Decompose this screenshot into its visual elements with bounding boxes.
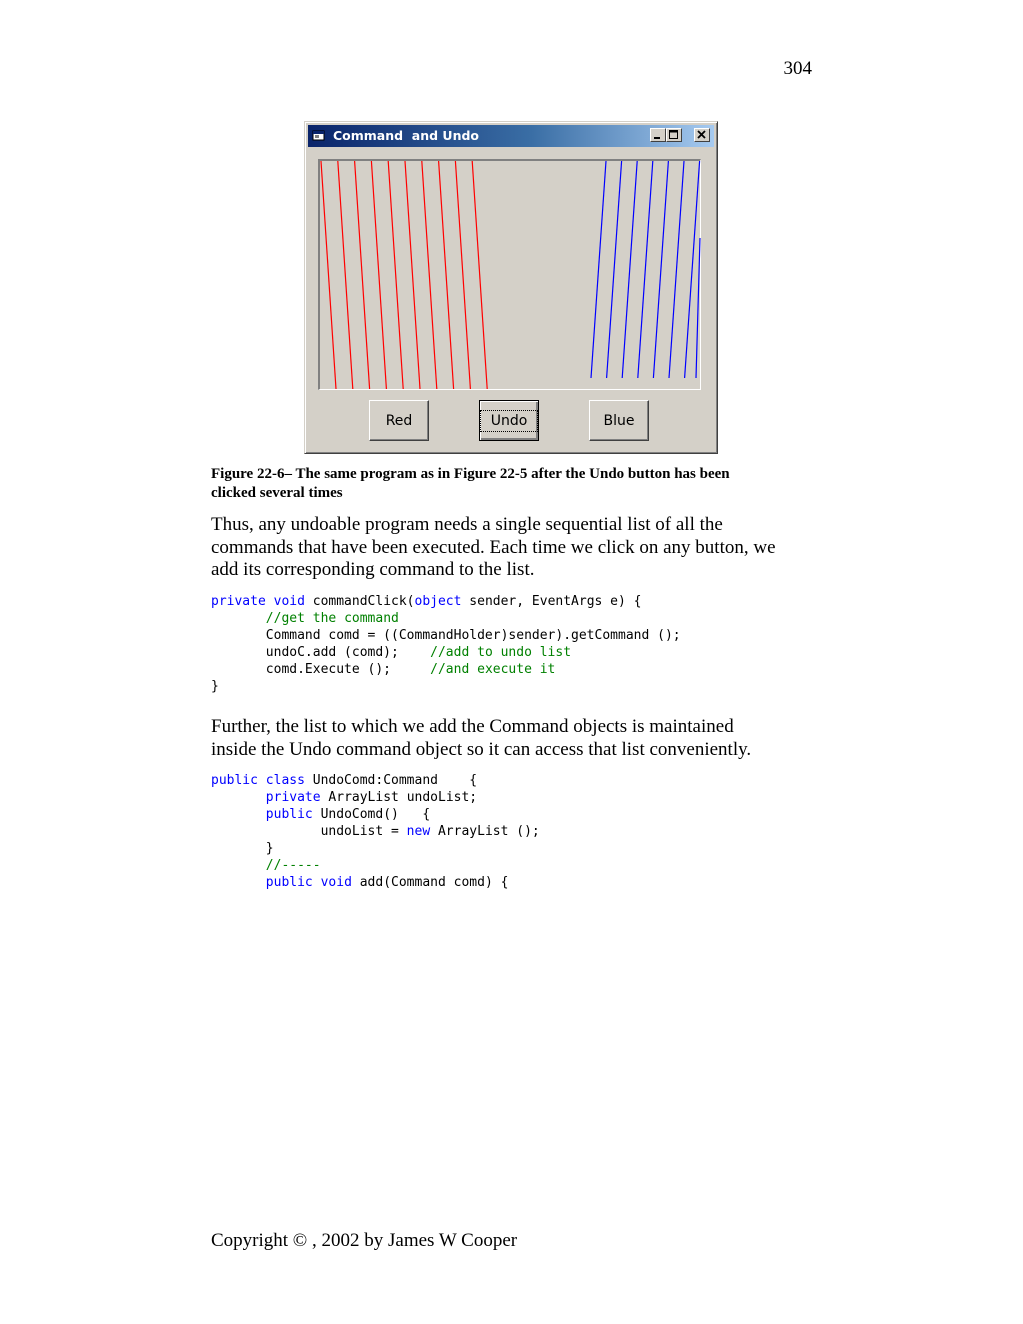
code-line xyxy=(211,874,540,891)
copyright-footer: Copyright © , 2002 by James W Cooper xyxy=(211,1230,518,1251)
red-line xyxy=(338,161,353,389)
paragraph-line: Thus, any undoable program needs a single sequential list of all the xyxy=(211,514,723,535)
code-line xyxy=(211,789,540,806)
blue-line xyxy=(607,161,622,378)
code-line xyxy=(211,806,540,823)
blue-line xyxy=(638,161,653,378)
code-line xyxy=(211,644,681,661)
red-line xyxy=(472,161,487,389)
red-line xyxy=(455,161,470,389)
red-line xyxy=(439,161,454,389)
code-text: } xyxy=(211,841,274,856)
maximize-button[interactable] xyxy=(666,128,682,142)
code-text: ArrayList undoList; xyxy=(328,790,478,805)
minimize-icon xyxy=(653,130,663,140)
red-line xyxy=(371,161,386,389)
code-comment: //and execute it xyxy=(430,662,556,677)
minimize-button[interactable] xyxy=(650,128,666,142)
blue-line xyxy=(622,161,637,378)
command-undo-window xyxy=(304,121,718,454)
code-line xyxy=(211,840,540,857)
code-keyword: private void xyxy=(211,594,313,609)
caption-line: clicked several times xyxy=(211,485,343,501)
code-text: Command comd = ((CommandHolder)sender).getCommand (); xyxy=(211,628,681,643)
red-line xyxy=(422,161,437,389)
code-text: commandClick( xyxy=(312,594,415,609)
close-icon xyxy=(697,130,707,140)
code-line xyxy=(211,593,681,610)
code-line xyxy=(211,610,681,627)
code-keyword: public void xyxy=(265,875,360,890)
code-keyword: object xyxy=(414,594,470,609)
title-bar[interactable] xyxy=(308,125,714,147)
undo-button[interactable] xyxy=(479,400,539,441)
code-text xyxy=(211,790,266,805)
blue-line xyxy=(653,161,668,378)
code-text: undoList = xyxy=(211,824,407,839)
code-line xyxy=(211,627,681,644)
code-comment: //----- xyxy=(265,858,321,873)
code-text: ArrayList (); xyxy=(437,824,540,839)
red-line xyxy=(321,161,336,389)
code-text: add(Command comd) { xyxy=(359,875,509,890)
code-text: undoC.add (comd); xyxy=(211,645,431,660)
red-line xyxy=(405,161,420,389)
caption-line: Figure 22-6– The same program as in Figure 22-5 after the Undo button has been xyxy=(211,466,730,482)
code-keyword: public class xyxy=(211,773,313,788)
code-text: UndoComd:Command { xyxy=(312,773,478,788)
paragraph-line: inside the Undo command object so it can access that list conveniently. xyxy=(211,738,752,760)
code-text xyxy=(211,875,266,890)
drawing-canvas xyxy=(318,159,701,390)
red-button[interactable] xyxy=(369,400,429,441)
undo-button-label: Undo xyxy=(483,413,536,429)
code-comment: //add to undo list xyxy=(430,645,572,660)
app-icon xyxy=(312,129,326,142)
code-text xyxy=(211,807,266,822)
code-line xyxy=(211,823,540,840)
code-line xyxy=(211,857,540,874)
maximize-icon xyxy=(669,130,679,140)
blue-button[interactable] xyxy=(589,400,649,441)
red-line xyxy=(388,161,403,389)
code-text xyxy=(211,611,266,626)
code-comment: //get the command xyxy=(265,611,399,626)
blue-line xyxy=(591,161,606,378)
code-text: comd.Execute (); xyxy=(211,662,431,677)
code-text: } xyxy=(211,679,219,694)
code-text: UndoComd() { xyxy=(320,807,431,822)
code-line xyxy=(211,661,681,678)
code-block-undo-comd xyxy=(211,772,540,891)
paragraph-line: commands that have been executed. Each time we click on any button, we xyxy=(211,536,776,558)
window-title: Command and Undo xyxy=(333,128,480,143)
page-number: 304 xyxy=(783,58,812,79)
red-line xyxy=(355,161,370,389)
close-button[interactable] xyxy=(694,128,710,142)
paragraph-line: Further, the list to which we add the Command objects is maintained xyxy=(211,716,734,737)
code-line xyxy=(211,772,540,789)
figure-caption xyxy=(211,465,811,503)
paragraph-line: add its corresponding command to the list. xyxy=(211,559,535,581)
code-keyword: private xyxy=(265,790,329,805)
code-keyword: public xyxy=(265,807,321,822)
code-block-command-click xyxy=(211,593,681,695)
code-line xyxy=(211,678,681,695)
code-text xyxy=(211,858,266,873)
blue-line xyxy=(696,238,700,378)
blue-line xyxy=(669,161,684,378)
blue-button-label: Blue xyxy=(603,412,635,429)
red-button-label: Red xyxy=(385,412,413,429)
code-keyword: new xyxy=(406,824,438,839)
paragraph xyxy=(211,514,817,582)
code-text: sender, EventArgs e) { xyxy=(469,594,642,609)
paragraph xyxy=(211,716,817,761)
line-drawing xyxy=(320,161,701,390)
